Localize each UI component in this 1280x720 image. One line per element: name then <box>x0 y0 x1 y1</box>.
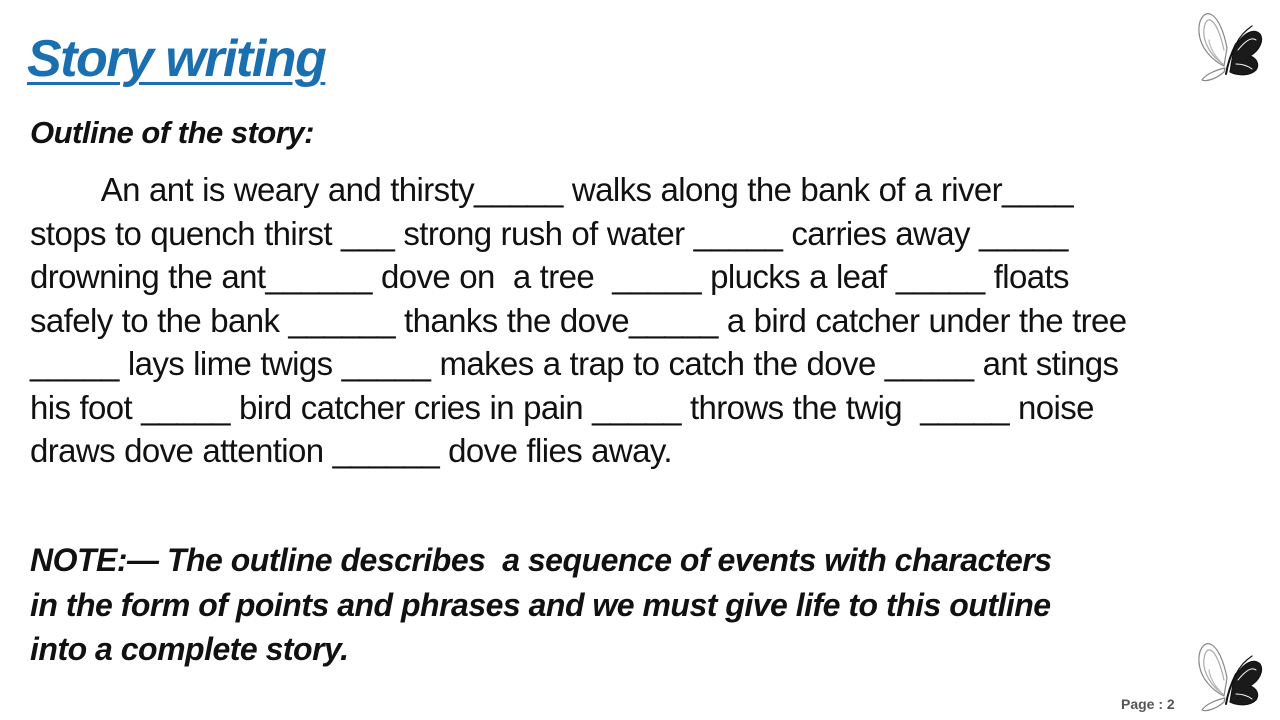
note-line: into a complete story. <box>30 631 349 667</box>
note-paragraph <box>30 538 1230 672</box>
butterfly-icon <box>1194 8 1266 86</box>
outline-line: drowning the ant______ dove on a tree _____ plucks a leaf _____ floats <box>30 258 1069 295</box>
outline-line: An ant is weary and thirsty_____ walks along the bank of a river____ <box>30 171 1074 208</box>
outline-line: _____ lays lime twigs _____ makes a trap to catch the dove _____ ant stings <box>30 345 1119 382</box>
outline-line: stops to quench thirst ___ strong rush of water _____ carries away _____ <box>30 214 1068 252</box>
outline-line: his foot _____ bird catcher cries in pain _____ throws the twig _____ noise <box>30 388 1094 426</box>
note-line: NOTE:— The outline describes a sequence of events with characters <box>30 542 1052 578</box>
story-outline <box>30 168 1245 473</box>
outline-line: safely to the bank ______ thanks the dove_____ a bird catcher under the tree <box>30 301 1127 339</box>
page-title: Story writing <box>27 30 326 88</box>
page-number: Page : 2 <box>1121 696 1175 712</box>
outline-heading: Outline of the story: <box>30 115 314 150</box>
butterfly-icon <box>1194 638 1266 716</box>
outline-line: draws dove attention ______ dove flies away. <box>30 432 672 469</box>
note-line: in the form of points and phrases and we must give life to this outline <box>30 586 1051 623</box>
